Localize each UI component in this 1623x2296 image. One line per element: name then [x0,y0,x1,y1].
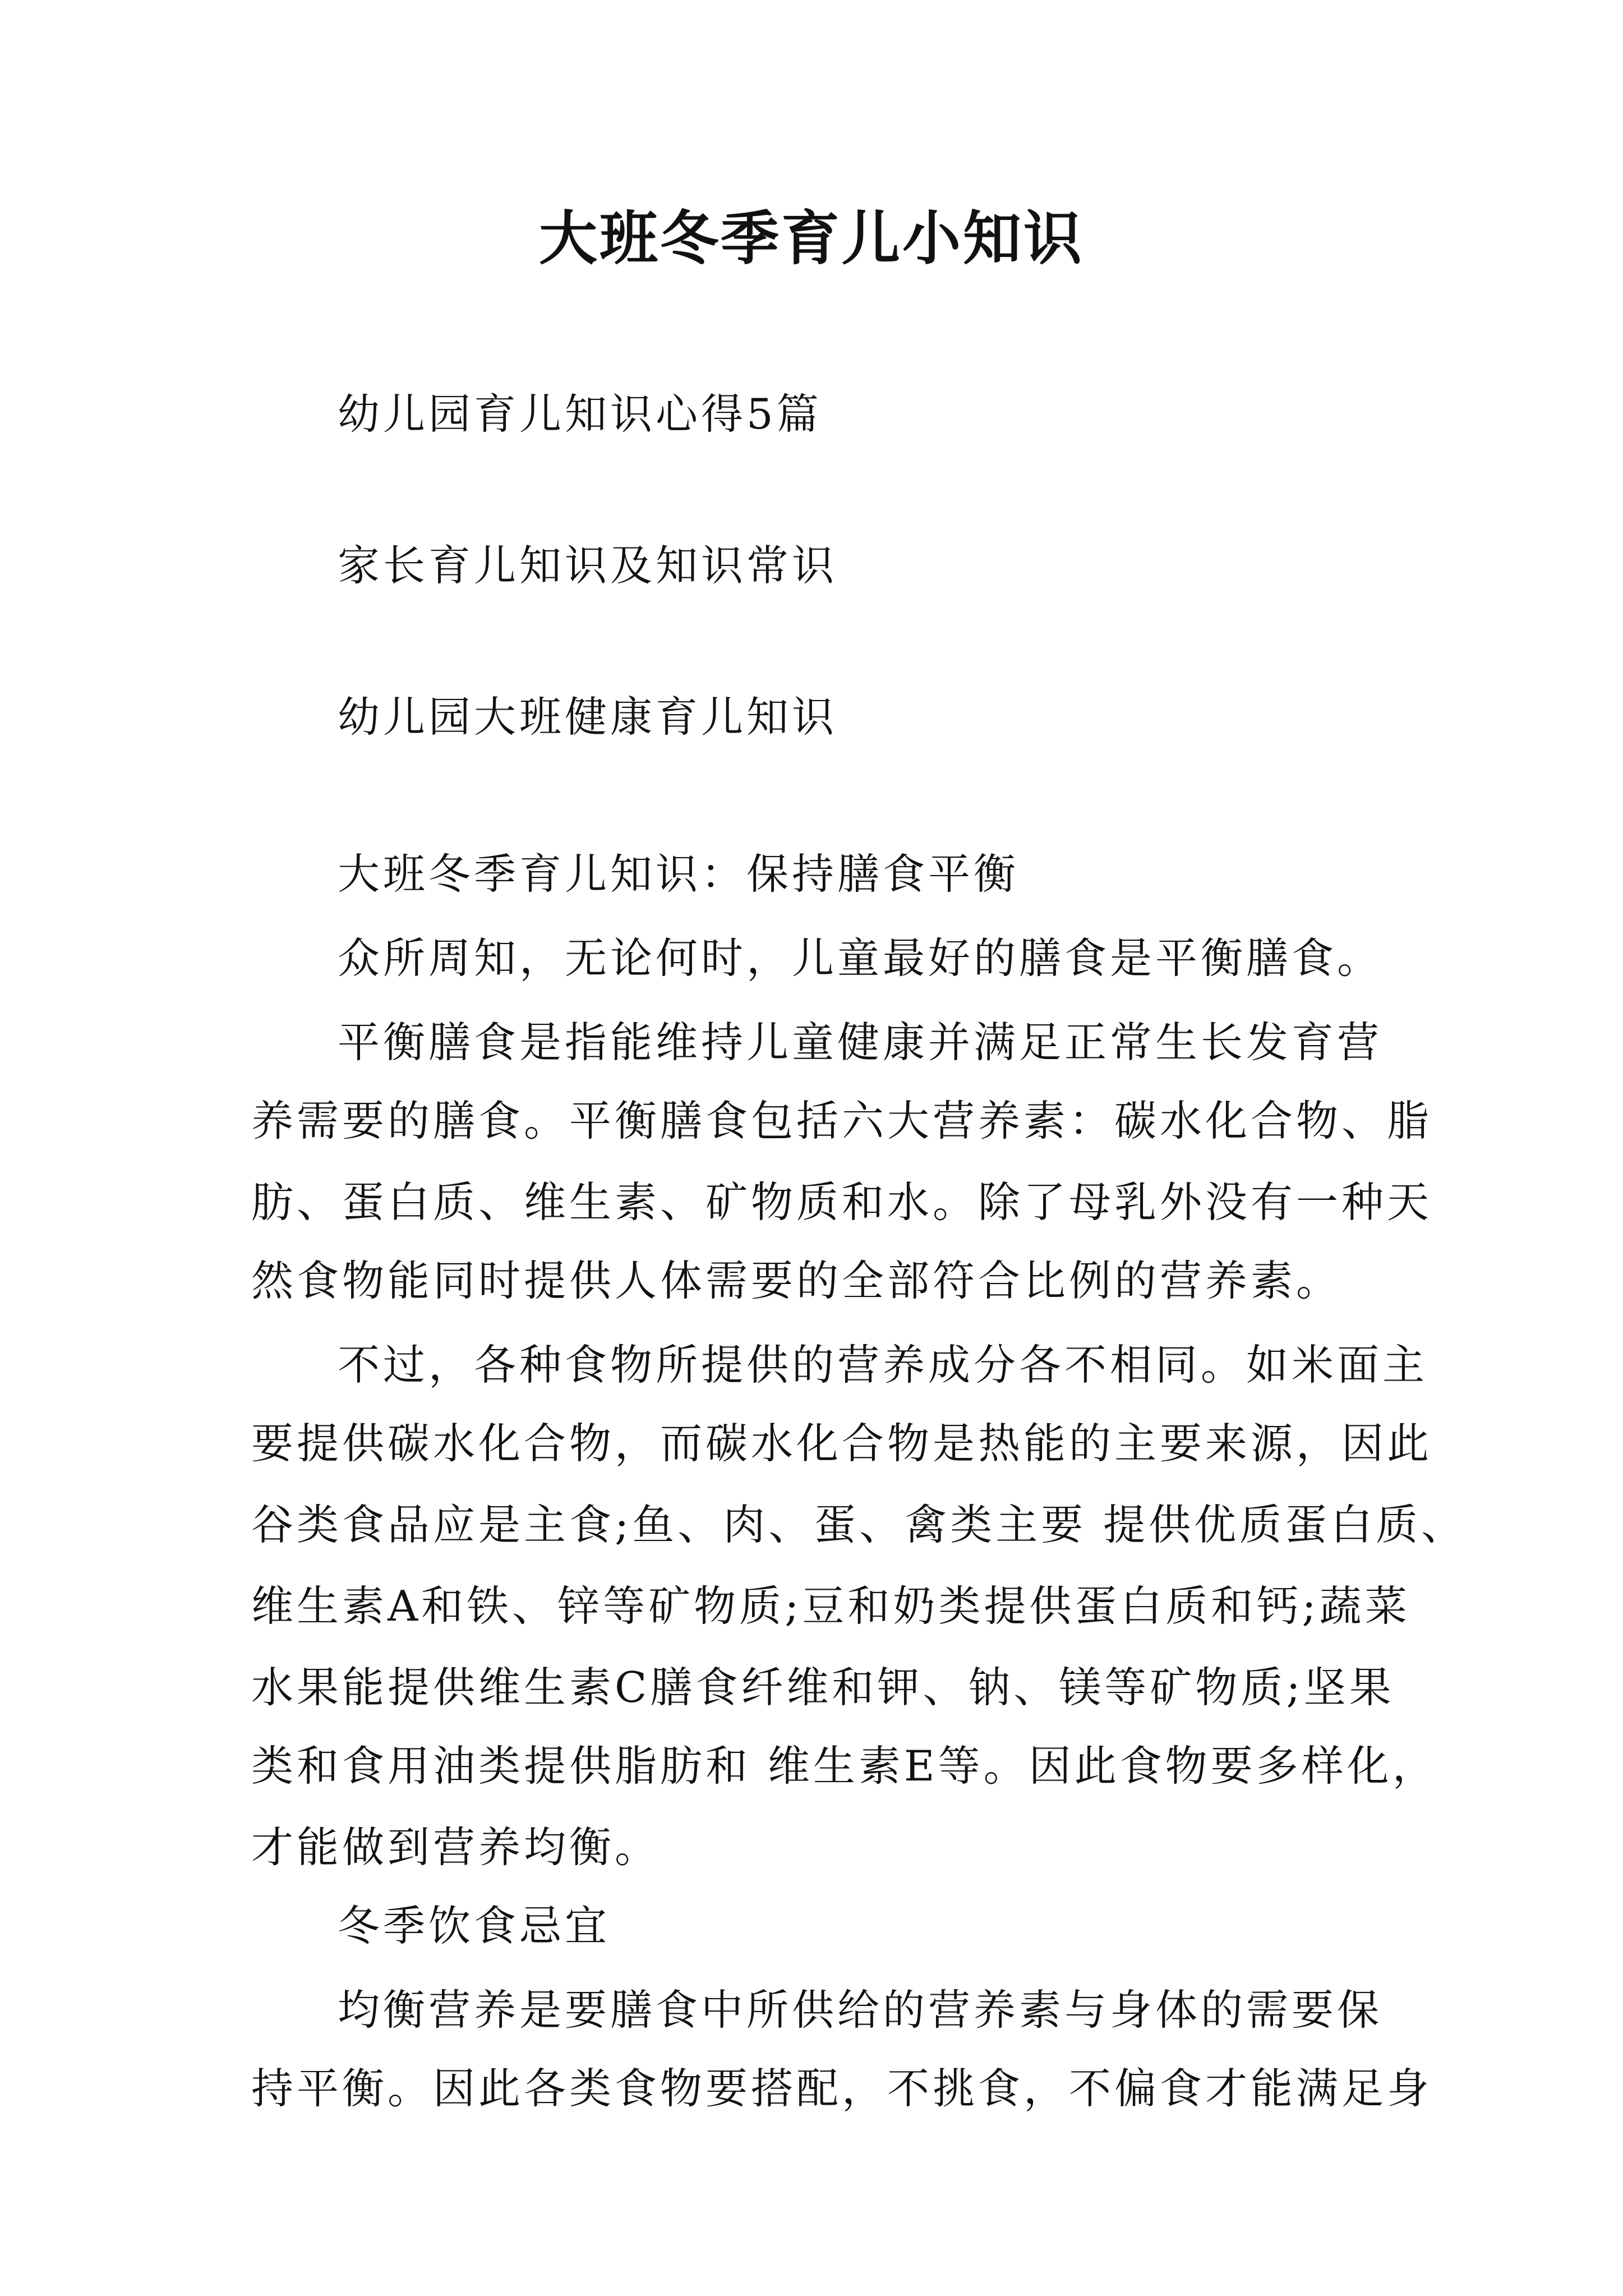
paragraph-line: 维生素A和铁、锌等矿物质;豆和奶类提供蛋白质和钙;蔬菜 [251,1581,1410,1631]
paragraph-line: 水果能提供维生素C膳食纤维和钾、钠、镁等矿物质;坚果 [251,1663,1395,1712]
paragraph-line: 类和食用油类提供脂肪和 维生素E等。因此食物要多样化， [251,1741,1438,1791]
paragraph-line: 肪、蛋白质、维生素、矿物质和水。除了母乳外没有一种天 [251,1177,1433,1227]
paragraph-line: 均衡营养是要膳食中所供给的营养素与身体的需要保 [338,1985,1383,2035]
paragraph-line: 才能做到营养均衡。 [251,1823,661,1872]
related-title-1: 幼儿园育儿知识心得5篇 [338,389,822,439]
paragraph-line: 谷类食品应是主食;鱼、肉、蛋、禽类主要 提供优质蛋白质、 [251,1500,1467,1549]
related-title-2: 家长育儿知识及知识常识 [338,541,838,590]
paragraph-line: 持平衡。因此各类食物要搭配，不挑食，不偏食才能满足身 [251,2064,1433,2113]
related-title-3: 幼儿园大班健康育儿知识 [338,692,838,742]
document-title: 大班冬季育儿小知识 [538,204,1084,273]
section-heading-winter-diet: 冬季饮食忌宜 [338,1901,611,1950]
paragraph-line: 然食物能同时提供人体需要的全部符合比例的营养素。 [251,1256,1342,1305]
paragraph-line: 要提供碳水化合物，而碳水化合物是热能的主要来源，因此 [251,1419,1433,1468]
section-heading-diet-balance: 大班冬季育儿知识：保持膳食平衡 [338,849,1020,899]
paragraph-line: 不过，各种食物所提供的营养成分各不相同。如米面主 [338,1340,1428,1389]
paragraph-line: 养需要的膳食。平衡膳食包括六大营养素：碳水化合物、脂 [251,1096,1433,1145]
paragraph-line: 平衡膳食是指能维持儿童健康并满足正常生长发育营 [338,1018,1383,1067]
paragraph-line: 众所周知，无论何时，儿童最好的膳食是平衡膳食。 [338,933,1383,983]
